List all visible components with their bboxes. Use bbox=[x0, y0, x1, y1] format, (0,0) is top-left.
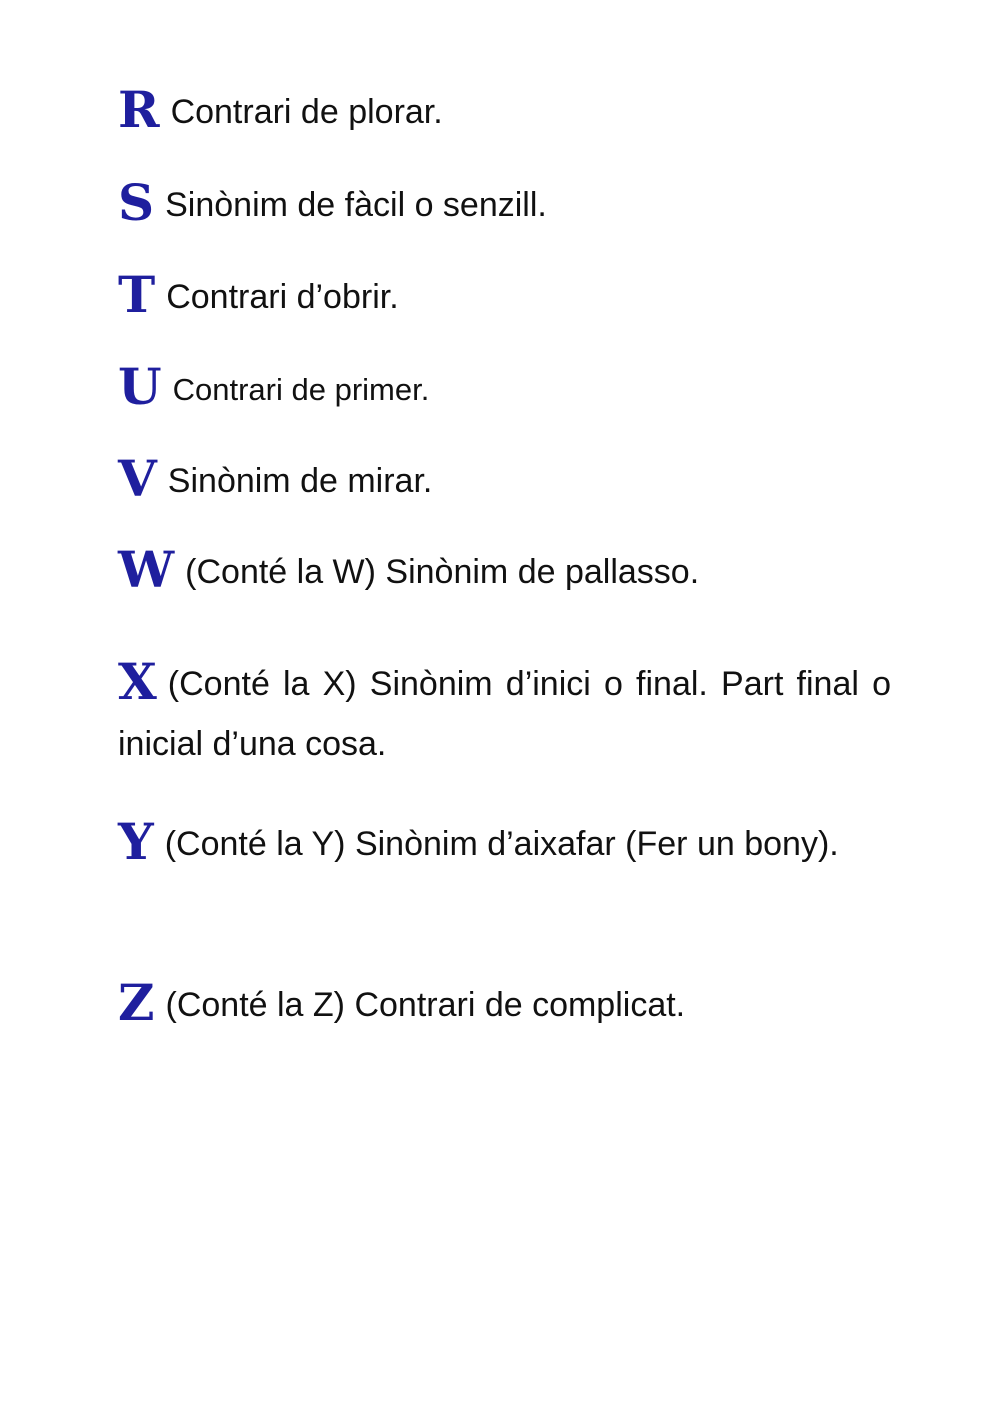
clue-letter: W bbox=[118, 540, 174, 599]
clue-text: Contrari de plorar. bbox=[170, 93, 443, 131]
clue-text: Contrari d’obrir. bbox=[166, 278, 399, 316]
clue-text: (Conté la Z) Contrari de complicat. bbox=[165, 986, 686, 1024]
clue-s bbox=[118, 173, 903, 235]
clue-letter: R bbox=[118, 80, 159, 139]
clue-letter: S bbox=[118, 173, 154, 232]
clue-y bbox=[118, 812, 903, 874]
clue-text: (Conté la Y) Sinònim d’aixafar (Fer un bony). bbox=[164, 825, 839, 863]
clue-z bbox=[118, 973, 903, 1035]
clue-text: Contrari de primer. bbox=[172, 372, 430, 407]
clue-w bbox=[118, 540, 903, 602]
clue-t bbox=[118, 265, 903, 327]
clue-text: Sinònim de mirar. bbox=[167, 462, 433, 500]
clue-letter: U bbox=[118, 357, 161, 416]
clue-letter: Z bbox=[118, 973, 154, 1032]
clue-x bbox=[118, 652, 891, 774]
clue-r bbox=[118, 80, 903, 142]
clue-letter: V bbox=[118, 449, 156, 508]
clue-text: (Conté la X) Sinònim d’inici o final. Part final o inicial d’una cosa. bbox=[118, 665, 891, 763]
clue-text: (Conté la W) Sinònim de pallasso. bbox=[185, 553, 700, 591]
clue-letter: T bbox=[118, 265, 155, 324]
clue-text: Sinònim de fàcil o senzill. bbox=[165, 186, 547, 224]
clue-u bbox=[118, 357, 903, 420]
clue-v bbox=[118, 449, 903, 511]
clue-letter: Y bbox=[118, 812, 153, 871]
clue-letter: X bbox=[118, 652, 156, 711]
